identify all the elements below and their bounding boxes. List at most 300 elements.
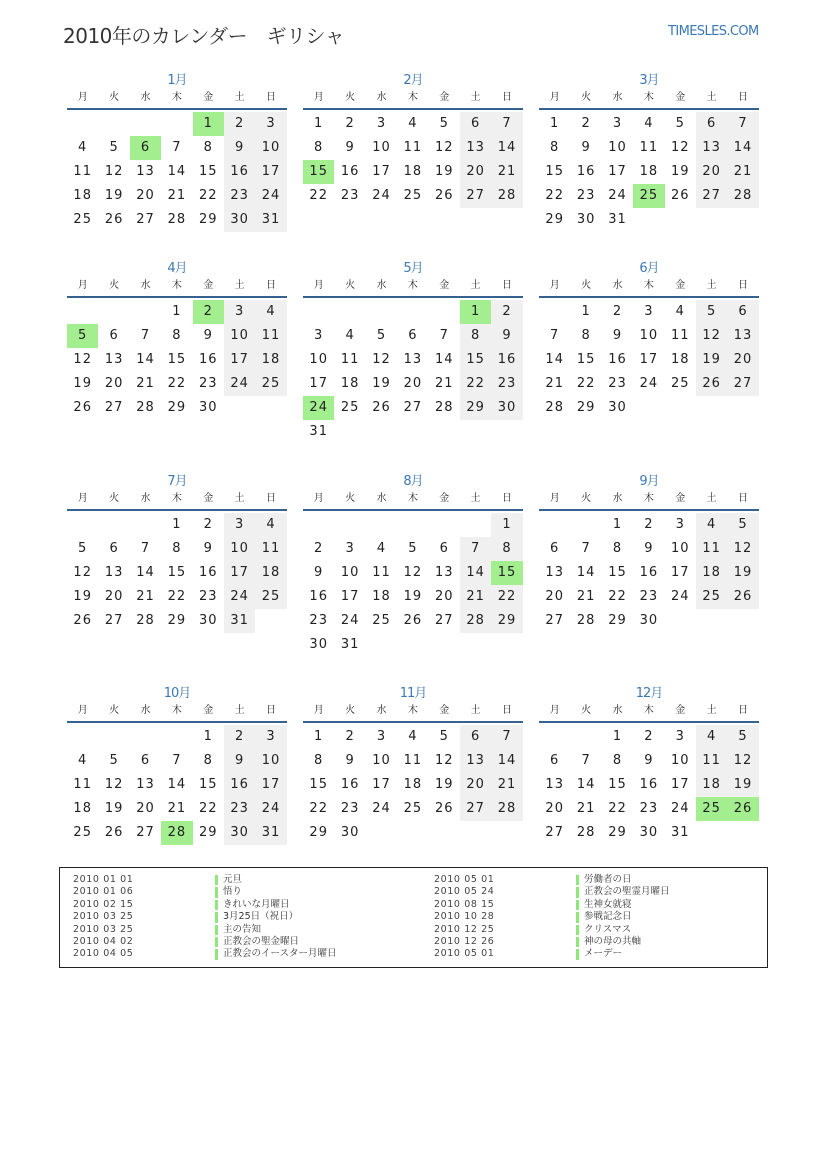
weekday-header [303, 278, 523, 294]
day-cell: 4 [255, 513, 286, 537]
day-cell: 1 [172, 304, 182, 319]
weekday-label: 月 [313, 705, 324, 716]
day-cell: 19 [727, 561, 758, 585]
day-cell: 23 [340, 801, 360, 816]
day-cell: 29 [198, 825, 218, 840]
day-cell: 5 [675, 116, 685, 131]
day-cell: 16 [639, 777, 659, 792]
header-rule [67, 108, 287, 110]
day-cell: 21 [434, 376, 454, 391]
day-cell: 2 [644, 517, 654, 532]
weekday-label: 土 [470, 280, 481, 291]
holiday-date: 2010 01 01 [73, 874, 134, 885]
weekday-label: 水 [140, 92, 151, 103]
header-rule [67, 296, 287, 298]
day-cell: 12 [104, 164, 124, 179]
day-cell: 13 [403, 352, 423, 367]
day-cell: 22 [198, 188, 218, 203]
weekday-label: 木 [643, 280, 654, 291]
day-cell: 23 [198, 589, 218, 604]
day-cell: 18 [403, 777, 423, 792]
day-cell: 19 [727, 773, 758, 797]
day-cell: 14 [576, 565, 596, 580]
weekday-header [67, 90, 287, 106]
empty-cell [98, 725, 129, 749]
day-cell: 29 [608, 613, 627, 628]
empty-cell [397, 513, 428, 537]
day-cell: 30 [198, 613, 218, 628]
day-grid [67, 300, 287, 420]
day-cell: 27 [545, 825, 564, 840]
holiday-date: 2010 03 25 [73, 911, 134, 923]
day-cell: 23 [576, 188, 596, 203]
weekday-label: 木 [407, 92, 418, 103]
day-cell: 17 [608, 164, 627, 179]
holiday-list [59, 867, 768, 968]
page-title: 2010年のカレンダー ギリシャ [63, 24, 345, 48]
weekday-label: 月 [549, 493, 560, 504]
empty-cell [366, 513, 397, 537]
weekday-label: 月 [77, 493, 88, 504]
day-cell: 9 [581, 140, 591, 155]
day-cell: 12 [403, 565, 423, 580]
weekday-label: 火 [581, 493, 592, 504]
day-cell: 4 [408, 729, 418, 744]
day-cell: 11 [696, 537, 727, 561]
day-cell: 6 [550, 753, 560, 768]
day-cell: 12 [372, 352, 391, 367]
header-rule [303, 509, 523, 511]
empty-cell [570, 725, 601, 749]
day-cell: 9 [345, 140, 355, 155]
day-cell: 18 [639, 164, 659, 179]
day-cell: 24 [670, 801, 690, 816]
month-name: 11月 [399, 686, 427, 701]
weekday-label: 金 [439, 493, 450, 504]
weekday-label: 土 [234, 280, 245, 291]
day-cell: 10 [309, 352, 328, 367]
weekday-label: 金 [203, 92, 214, 103]
day-cell: 16 [198, 352, 218, 367]
day-cell: 18 [696, 561, 727, 585]
day-cell: 30 [309, 637, 328, 652]
day-cell: 3 [314, 328, 324, 343]
holiday-marker [576, 900, 579, 910]
day-cell: 30 [224, 821, 255, 845]
day-cell: 14 [167, 164, 187, 179]
month-name: 5月 [403, 261, 423, 276]
holiday-day-cell: 1 [193, 112, 224, 136]
day-cell: 12 [434, 140, 454, 155]
day-cell: 3 [224, 513, 255, 537]
day-cell: 10 [639, 328, 659, 343]
holiday-name: 労働者の日 [584, 874, 632, 885]
header-rule [539, 296, 759, 298]
day-cell: 8 [203, 753, 213, 768]
day-cell: 19 [73, 376, 92, 391]
holiday-date: 2010 01 06 [73, 886, 134, 898]
day-cell: 30 [576, 212, 596, 227]
day-cell: 25 [73, 825, 92, 840]
weekday-label: 火 [345, 493, 356, 504]
weekday-label: 月 [549, 92, 560, 103]
day-cell: 12 [696, 324, 727, 348]
day-cell: 20 [460, 773, 491, 797]
holiday-name: 生神女就寝 [584, 898, 632, 910]
day-cell: 30 [198, 400, 218, 415]
weekday-label: 土 [470, 705, 481, 716]
day-cell: 30 [340, 825, 360, 840]
holiday-day-cell: 28 [161, 821, 192, 845]
day-cell: 27 [460, 797, 491, 821]
weekday-label: 木 [171, 493, 182, 504]
day-cell: 19 [670, 164, 690, 179]
day-cell: 17 [309, 376, 328, 391]
day-cell: 14 [491, 136, 522, 160]
day-cell: 26 [104, 825, 124, 840]
day-cell: 20 [136, 801, 155, 816]
day-cell: 6 [408, 328, 418, 343]
day-cell: 21 [167, 801, 187, 816]
weekday-label: 火 [581, 92, 592, 103]
day-cell: 8 [172, 541, 182, 556]
month-block [67, 260, 287, 420]
day-grid [539, 112, 759, 232]
day-cell: 31 [255, 208, 286, 232]
weekday-label: 金 [439, 705, 450, 716]
weekday-header [67, 703, 287, 719]
day-cell: 19 [372, 376, 391, 391]
day-cell: 29 [545, 212, 564, 227]
day-cell: 19 [403, 589, 423, 604]
day-cell: 15 [198, 777, 218, 792]
day-cell: 27 [545, 613, 564, 628]
day-cell: 2 [612, 304, 623, 319]
day-cell: 28 [727, 184, 758, 208]
day-grid [303, 112, 523, 208]
day-cell: 23 [224, 797, 255, 821]
day-cell: 30 [491, 396, 522, 420]
holiday-date: 2010 04 05 [73, 948, 134, 960]
day-cell: 9 [203, 541, 213, 556]
weekday-label: 金 [439, 92, 450, 103]
day-cell: 12 [727, 537, 758, 561]
day-cell: 3 [224, 300, 255, 324]
day-grid [67, 725, 287, 845]
weekday-label: 月 [549, 280, 560, 291]
day-cell: 1 [550, 116, 560, 131]
holiday-day-cell: 2 [193, 300, 224, 324]
day-cell: 13 [104, 352, 124, 367]
holiday-date: 2010 10 28 [434, 911, 495, 923]
day-cell: 5 [727, 725, 758, 749]
day-cell: 20 [545, 589, 564, 604]
day-cell: 3 [345, 541, 355, 556]
holiday-date: 2010 02 15 [73, 898, 134, 910]
empty-cell [67, 112, 98, 136]
day-cell: 6 [109, 328, 119, 343]
holiday-name: クリスマス [584, 923, 632, 935]
empty-cell [429, 300, 460, 324]
day-cell: 14 [727, 136, 758, 160]
day-cell: 28 [576, 825, 596, 840]
empty-cell [67, 513, 98, 537]
day-cell: 15 [309, 777, 328, 792]
day-cell: 22 [198, 801, 218, 816]
weekday-label: 水 [376, 705, 387, 716]
day-cell: 8 [550, 140, 560, 155]
day-cell: 27 [727, 372, 758, 396]
month-block [539, 473, 759, 633]
holiday-date: 2010 05 01 [434, 874, 495, 885]
month-block [539, 685, 759, 845]
day-cell: 5 [109, 140, 119, 155]
header-rule [303, 108, 523, 110]
day-cell: 29 [309, 825, 328, 840]
day-cell: 25 [372, 613, 391, 628]
day-cell: 1 [203, 729, 213, 744]
day-cell: 4 [376, 541, 387, 556]
day-cell: 22 [167, 589, 187, 604]
day-cell: 14 [576, 777, 596, 792]
weekday-label: 土 [234, 493, 245, 504]
day-cell: 23 [198, 376, 218, 391]
weekday-header [539, 491, 759, 507]
day-cell: 19 [104, 188, 124, 203]
holiday-marker [576, 949, 579, 959]
day-cell: 20 [545, 801, 564, 816]
weekday-header [303, 491, 523, 507]
day-cell: 20 [403, 376, 423, 391]
day-cell: 6 [696, 112, 727, 136]
day-cell: 26 [434, 801, 454, 816]
day-cell: 28 [491, 797, 522, 821]
day-cell: 16 [608, 352, 627, 367]
day-cell: 28 [434, 400, 454, 415]
weekday-label: 火 [581, 705, 592, 716]
day-cell: 2 [491, 300, 522, 324]
day-cell: 25 [255, 372, 286, 396]
weekday-label: 日 [266, 92, 277, 103]
day-cell: 14 [136, 352, 155, 367]
holiday-marker [576, 925, 579, 935]
holiday-name: きれいな月曜日 [223, 898, 290, 910]
day-cell: 24 [608, 188, 627, 203]
day-cell: 25 [696, 585, 727, 609]
day-cell: 31 [309, 424, 328, 439]
day-cell: 2 [345, 116, 355, 131]
holiday-name: 元旦 [223, 874, 243, 885]
day-cell: 7 [581, 541, 591, 556]
day-cell: 13 [104, 565, 124, 580]
day-cell: 5 [376, 328, 387, 343]
empty-cell [570, 513, 601, 537]
day-cell: 16 [340, 777, 360, 792]
weekday-label: 日 [738, 705, 749, 716]
weekday-label: 土 [706, 92, 717, 103]
day-cell: 24 [255, 184, 286, 208]
holiday-name: 参戦記念日 [584, 911, 632, 923]
weekday-header [67, 278, 287, 294]
day-cell: 19 [434, 164, 454, 179]
site-logo[interactable]: TIMESLES.COM [668, 24, 759, 39]
day-grid [67, 513, 287, 633]
day-cell: 22 [576, 376, 596, 391]
day-cell: 11 [73, 164, 92, 179]
day-cell: 17 [372, 164, 391, 179]
day-cell: 10 [224, 537, 255, 561]
day-cell: 2 [224, 112, 255, 136]
header-rule [67, 509, 287, 511]
weekday-label: 木 [407, 705, 418, 716]
day-cell: 13 [136, 164, 155, 179]
day-cell: 15 [545, 164, 564, 179]
weekday-label: 水 [612, 705, 623, 716]
month-block [303, 473, 523, 657]
weekday-label: 火 [109, 92, 120, 103]
day-cell: 11 [255, 324, 286, 348]
day-cell: 14 [545, 352, 564, 367]
day-cell: 2 [345, 729, 355, 744]
holiday-marker [215, 900, 218, 910]
day-cell: 27 [460, 184, 491, 208]
day-cell: 26 [73, 400, 92, 415]
day-cell: 7 [140, 328, 151, 343]
day-cell: 18 [255, 561, 286, 585]
holiday-name: 神の母の共軸 [584, 935, 642, 947]
weekday-label: 水 [140, 493, 151, 504]
day-cell: 4 [675, 304, 685, 319]
day-cell: 23 [639, 801, 659, 816]
holiday-marker [215, 925, 218, 935]
day-cell: 27 [136, 825, 155, 840]
day-cell: 22 [309, 188, 328, 203]
day-cell: 5 [109, 753, 119, 768]
day-cell: 16 [198, 565, 218, 580]
day-cell: 20 [104, 376, 124, 391]
day-cell: 5 [408, 541, 418, 556]
day-cell: 23 [309, 613, 328, 628]
day-cell: 29 [460, 396, 491, 420]
day-cell: 8 [314, 140, 324, 155]
day-cell: 15 [198, 164, 218, 179]
holiday-day-cell: 25 [633, 184, 664, 208]
month-name: 10月 [163, 686, 191, 701]
day-cell: 24 [372, 801, 391, 816]
day-cell: 13 [545, 565, 564, 580]
day-cell: 21 [460, 585, 491, 609]
day-cell: 6 [727, 300, 758, 324]
month-block [67, 685, 287, 845]
month-block [303, 685, 523, 845]
day-cell: 12 [104, 777, 124, 792]
day-grid [67, 112, 287, 232]
day-cell: 24 [224, 372, 255, 396]
empty-cell [130, 300, 161, 324]
day-cell: 31 [608, 212, 627, 227]
day-cell: 2 [644, 729, 654, 744]
day-cell: 11 [403, 753, 423, 768]
day-cell: 28 [136, 400, 155, 415]
empty-cell [98, 112, 129, 136]
day-cell: 26 [434, 188, 454, 203]
day-cell: 22 [460, 372, 491, 396]
day-cell: 1 [612, 729, 623, 744]
day-cell: 29 [608, 825, 627, 840]
empty-cell [67, 300, 98, 324]
day-cell: 21 [136, 589, 155, 604]
month-name: 8月 [403, 474, 423, 489]
day-cell: 7 [727, 112, 758, 136]
holiday-name: 3月25日（祝日） [223, 911, 299, 923]
month-block [539, 260, 759, 420]
holiday-name: メーデー [584, 948, 623, 960]
day-cell: 9 [345, 753, 355, 768]
month-name: 6月 [639, 261, 659, 276]
holiday-day-cell: 24 [303, 396, 334, 420]
weekday-label: 金 [675, 705, 686, 716]
empty-cell [98, 300, 129, 324]
day-cell: 18 [696, 773, 727, 797]
day-cell: 3 [612, 116, 623, 131]
day-cell: 26 [670, 188, 690, 203]
day-cell: 26 [372, 400, 391, 415]
header-rule [67, 721, 287, 723]
day-cell: 4 [255, 300, 286, 324]
day-cell: 8 [460, 324, 491, 348]
day-cell: 31 [340, 637, 360, 652]
day-cell: 17 [670, 565, 690, 580]
weekday-label: 火 [345, 705, 356, 716]
day-cell: 7 [439, 328, 449, 343]
day-cell: 3 [675, 729, 685, 744]
day-cell: 10 [670, 753, 690, 768]
day-cell: 15 [167, 565, 187, 580]
day-cell: 2 [581, 116, 591, 131]
day-cell: 4 [696, 513, 727, 537]
weekday-label: 月 [77, 705, 88, 716]
month-name: 7月 [167, 474, 187, 489]
day-cell: 25 [340, 400, 360, 415]
day-cell: 15 [460, 348, 491, 372]
day-cell: 10 [372, 140, 391, 155]
day-cell: 28 [491, 184, 522, 208]
weekday-label: 水 [612, 493, 623, 504]
weekday-label: 水 [376, 493, 387, 504]
day-cell: 20 [104, 589, 124, 604]
weekday-label: 金 [439, 280, 450, 291]
weekday-label: 金 [675, 493, 686, 504]
month-block [303, 72, 523, 208]
weekday-label: 水 [376, 280, 387, 291]
day-cell: 17 [372, 777, 391, 792]
day-cell: 19 [73, 589, 92, 604]
header-rule [303, 296, 523, 298]
day-cell: 7 [140, 541, 151, 556]
weekday-label: 日 [738, 280, 749, 291]
day-cell: 1 [612, 517, 623, 532]
day-grid [303, 513, 523, 657]
day-cell: 9 [203, 328, 213, 343]
header-rule [303, 721, 523, 723]
day-cell: 4 [345, 328, 355, 343]
day-cell: 21 [545, 376, 564, 391]
weekday-label: 土 [706, 493, 717, 504]
holiday-marker [215, 912, 218, 922]
day-cell: 5 [696, 300, 727, 324]
weekday-header [303, 703, 523, 719]
day-cell: 9 [224, 136, 255, 160]
